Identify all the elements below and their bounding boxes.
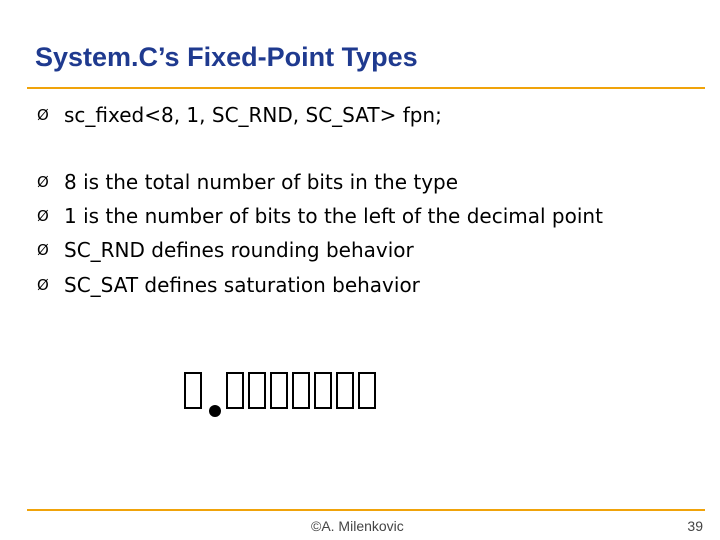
bullet-rounding: [37, 238, 414, 262]
bullet-text: sc_fixed<8, 1, SC_RND, SC_SAT> fpn;: [64, 103, 442, 127]
bullet-text: 1 is the number of bits to the left of the decimal point: [64, 204, 603, 228]
bullet-text: 8 is the total number of bits in the type: [64, 170, 459, 194]
fraction-bit-box: [292, 372, 310, 409]
arrow-bullet-icon: Ø: [37, 241, 49, 259]
arrow-bullet-icon: Ø: [37, 173, 49, 191]
bullet-integer-bits: [37, 204, 603, 228]
page-number: 39: [687, 518, 703, 534]
arrow-bullet-icon: Ø: [37, 276, 49, 294]
bullet-total-bits: [37, 170, 458, 194]
arrow-bullet-icon: Ø: [37, 106, 49, 124]
bullet-text: SC_RND defines rounding behavior: [64, 238, 414, 262]
footer-author: ©A. Milenkovic: [311, 518, 404, 534]
binary-point-icon: [209, 405, 221, 417]
bullet-text: SC_SAT defines saturation behavior: [64, 273, 420, 297]
fraction-bit-box: [358, 372, 376, 409]
fraction-bit-box: [314, 372, 332, 409]
bullet-declaration: [37, 103, 442, 127]
fraction-bit-box: [248, 372, 266, 409]
slide-title: System.C’s Fixed-Point Types: [35, 42, 418, 72]
fraction-bit-box: [270, 372, 288, 409]
footer-divider: [27, 509, 705, 511]
integer-bit-box: [184, 372, 202, 409]
fraction-bit-box: [226, 372, 244, 409]
arrow-bullet-icon: Ø: [37, 207, 49, 225]
fraction-bit-box: [336, 372, 354, 409]
bullet-saturation: [37, 273, 420, 297]
title-divider: [27, 87, 705, 89]
